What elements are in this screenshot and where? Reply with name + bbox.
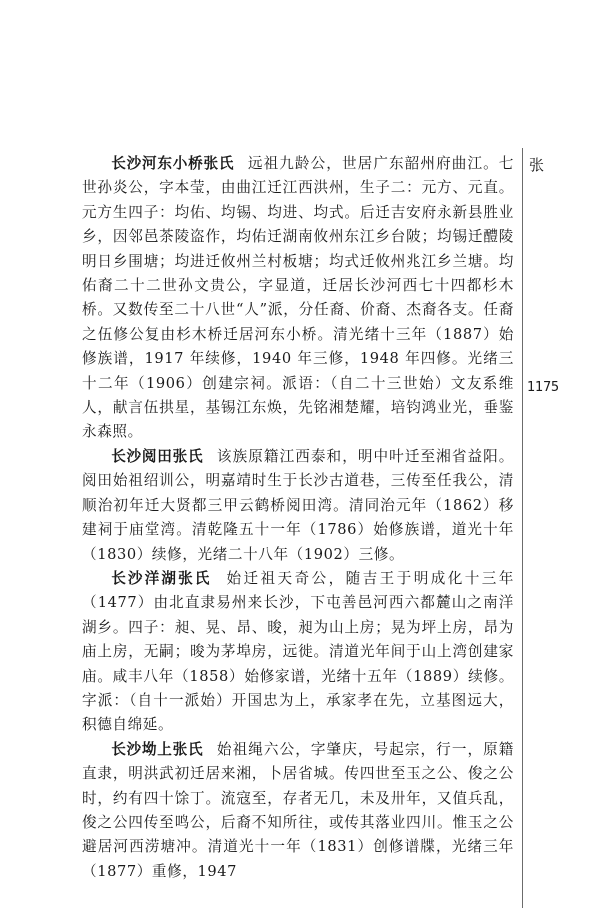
- entry-body: 远祖九龄公，世居广东韶州府曲江。七世孙炎公，字本莹，由曲江迁江西洪州，生子二：元方、元直。元方生四子：均佑、均锡、均进、均式。后迁吉安府永新县胜业乡，因邻邑茶陵盗作，均佑迁湖南攸州东江乡台陂；均锡迁醴陵明日乡围塘；均进迁攸州兰村板塘；均式迁攸州兆江乡兰塘。均佑裔二十二世孙文贵公，字显道，迁居长沙河西七十四都杉木桥。又数传至二十八世“人”派，分任裔、价裔、杰裔各支。任裔之伍修公复由杉木桥迁居河东小桥。清光绪十三年（1887）始修族谱，1917 年续修，1940 年三修，1948 年四修。光绪三十二年（1906）创建宗祠。派语：（自二十三世始）文友系维人，献言伍拱星，基锡江东焕，先铭湘楚耀，培钧鸿业光，垂鉴永森照。: [82, 155, 515, 441]
- text-column: [82, 152, 514, 884]
- entry-yanghu: [82, 567, 514, 738]
- entry-hedong-xiaoqiao: [82, 152, 514, 445]
- side-tab-label: 张: [529, 156, 545, 174]
- page-number: 1175: [527, 380, 559, 395]
- margin-rule: [522, 148, 523, 908]
- entry-body: 始祖绳六公，字肇庆，号起宗，行一，原籍直隶，明洪武初迁居来湘，卜居省城。传四世至玉之公、俊之公时，约有四十馀丁。流寇至，存者无几，未及卅年，又值兵乱，俊之公四传至鸣公，后裔不知所往，或传其落业四川。惟玉之公避居河西涝塘冲。清道光十一年（1831）创修谱牒，光绪三年（1877）重修，1947: [82, 740, 514, 880]
- entry-title: 长沙阅田张氏: [111, 447, 204, 465]
- entry-title: 长沙河东小桥张氏: [111, 155, 235, 172]
- entry-aoshang: [82, 738, 514, 884]
- entry-body: 该族原籍江西泰和，明中叶迁至湘省益阳。阅田始祖绍训公，明嘉靖时生于长沙古道巷，三传至任我公，清顺治初年迁大贤都三甲云鹤桥阅田湾。清同治元年（1862）移建祠于庙堂湾。清乾隆五十一年（1786）始修族谱，道光十年（1830）续修，光绪二十八年（1902）三修。: [82, 447, 514, 563]
- entry-title: 长沙坳上张氏: [111, 740, 204, 758]
- entry-body: 始迁祖天奇公，随吉王于明成化十三年（1477）由北直隶易州来长沙，下屯善邑河西六都麓山之南洋湖乡。四子：昶、晃、昂、晙，昶为山上房；晃为坪上房，昂为庙上房，无嗣；晙为茅埠房，远徙。清道光年间于山上湾创建家庙。咸丰八年（1858）始修家谱，光绪十五年（1889）续修。字派：（自十一派始）开国忠为上，承家孝在先，立基图远大，积德自绵延。: [82, 569, 514, 734]
- entry-yuetian: [82, 445, 514, 567]
- entry-title: 长沙洋湖张氏: [111, 569, 212, 587]
